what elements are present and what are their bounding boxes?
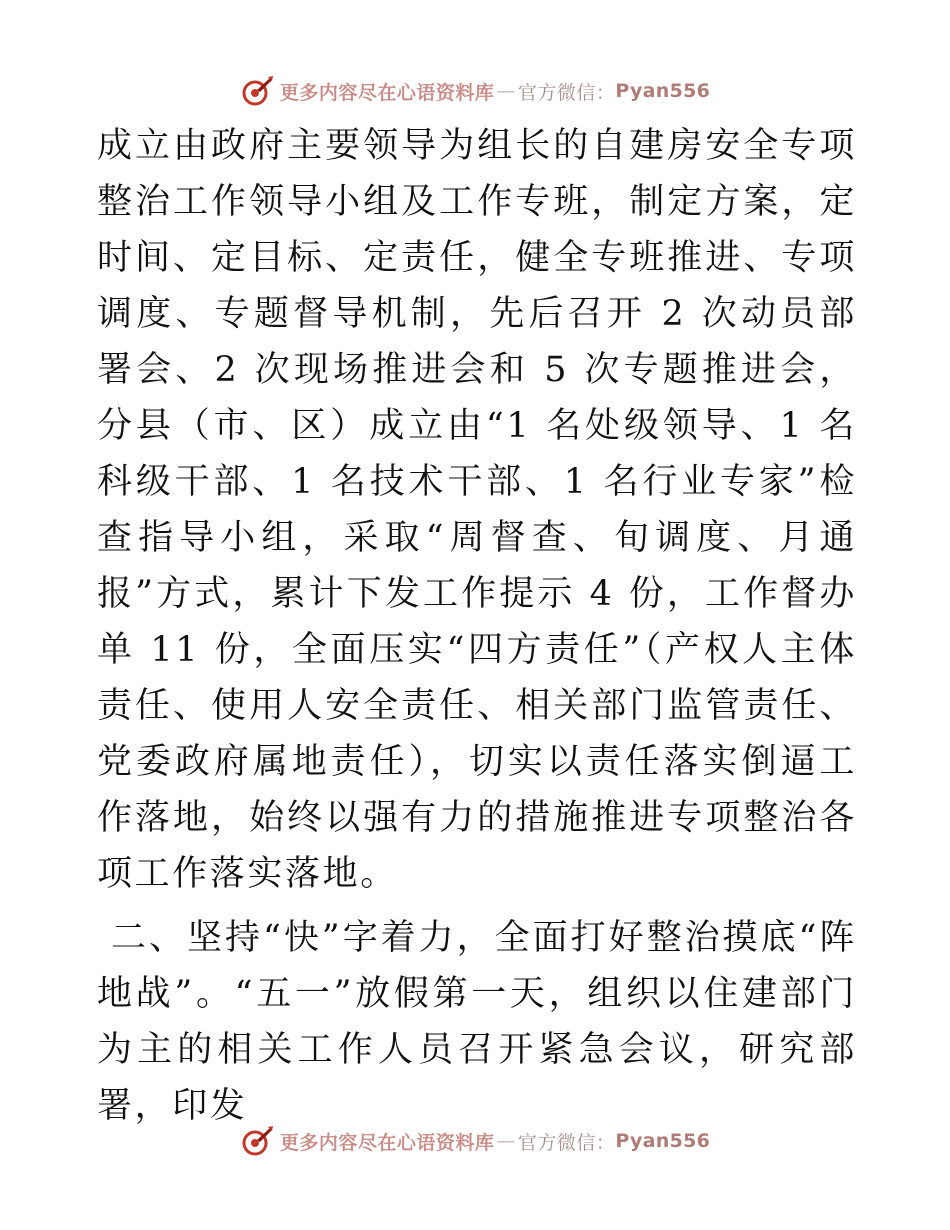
- watermark-label: 官方微信：: [517, 81, 616, 104]
- document-body: [97, 118, 857, 1134]
- brush-circle-logo-icon: [240, 1124, 274, 1158]
- watermark-separator: —: [496, 1130, 516, 1152]
- header-watermark: [0, 74, 950, 108]
- watermark-label: 官方微信：: [517, 1131, 616, 1154]
- watermark-separator: —: [496, 80, 516, 102]
- watermark-main-text: 更多内容尽在心语资料库: [279, 81, 495, 104]
- footer-watermark: [0, 1124, 950, 1158]
- section-heading-paragraph: 二、坚持“快”字着力，全面打好整治摸底“阵地战”。“五一”放假第一天，组织以住建部门为主的相关工作人员召开紧急会议，研究部署，印发: [97, 918, 857, 1126]
- watermark-main-text: 更多内容尽在心语资料库: [279, 1131, 495, 1154]
- watermark-account: Pyan556: [615, 1130, 711, 1152]
- body-paragraph: 成立由政府主要领导为组长的自建房安全专项整治工作领导小组及工作专班，制定方案，定时间、定目标、定责任，健全专班推进、专项调度、专题督导机制，先后召开 2 次动员部署会、2 次现场推进会和 5 次专题推进会，分县（市、区）成立由“1 名处级领导、1 名科级干部、1 名技术干部、1 名行业专家”检查指导小组，采取“周督查、旬调度、月通报”方式，累计下发工作提示 4 份，工作督办单 11 份，全面压实“四方责任”（产权人主体责任、使用人安全责任、相关部门监管责任、党委政府属地责任），切实以责任落实倒逼工作落地，始终以强有力的措施推进专项整治各项工作落实落地。: [97, 126, 857, 894]
- brush-circle-logo-icon: [240, 74, 274, 108]
- watermark-account: Pyan556: [615, 80, 711, 102]
